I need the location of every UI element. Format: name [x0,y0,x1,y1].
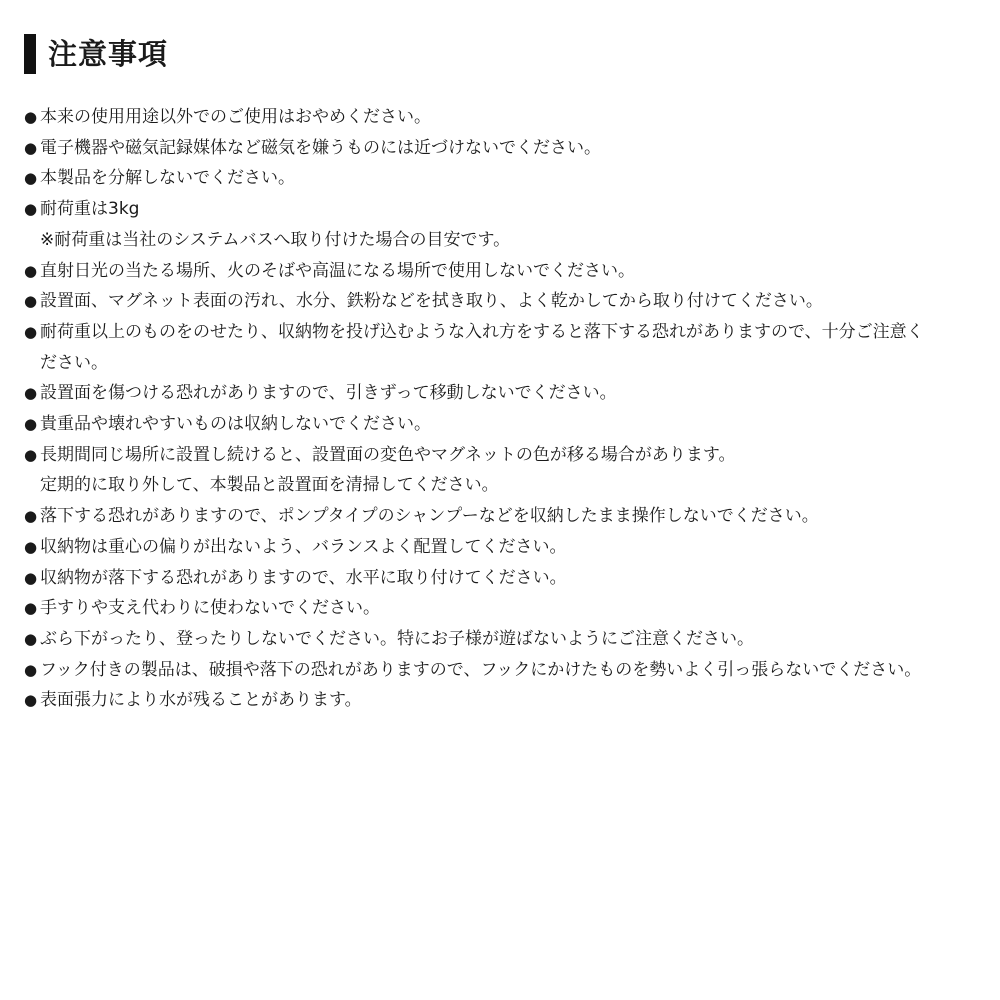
page-heading [24,34,168,74]
precaution-line: 収納物が落下する恐れがありますので、水平に取り付けてください。 [40,567,567,588]
precaution-line: 耐荷重以上のものをのせたり、収納物を投げ込むような入れ方をすると落下する恐れがありますので、十分ご注意く [40,321,924,342]
bullet-icon: ● [24,568,38,587]
bullet-icon: ● [24,261,38,280]
precaution-item [24,163,990,194]
bullet-icon: ● [24,445,38,464]
precaution-text [40,685,362,716]
precaution-item [24,685,990,716]
bullet-icon: ● [24,599,38,618]
precaution-text [40,102,431,133]
precaution-item [24,102,990,133]
heading-accent-bar [24,34,36,74]
precaution-text [40,409,431,440]
precaution-text [40,286,823,317]
precaution-line: 設置面、マグネット表面の汚れ、水分、鉄粉などを拭き取り、よく乾かしてから取り付けてください。 [40,291,823,312]
precaution-item [24,532,990,563]
precaution-text [40,378,617,409]
precaution-line: 直射日光の当たる場所、火のそばや高温になる場所で使用しないでください。 [40,260,635,281]
precaution-text [40,501,819,532]
precaution-item [24,655,990,686]
precaution-line: 貴重品や壊れやすいものは収納しないでください。 [40,414,431,435]
bullet-icon: ● [24,138,38,157]
bullet-icon: ● [24,507,38,526]
precaution-line: 表面張力により水が残ることがあります。 [40,690,362,711]
precaution-item [24,256,990,287]
precaution-continuation-line: ※耐荷重は当社のシステムバスへ取り付けた場合の目安です。 [40,229,511,250]
precaution-line: 本製品を分解しないでください。 [40,168,295,189]
precaution-item [24,378,990,409]
precaution-item [24,409,990,440]
precaution-continuation-line: 定期的に取り外して、本製品と設置面を清掃してください。 [40,475,499,496]
precaution-item [24,440,990,501]
precaution-text [40,317,924,378]
precaution-item [24,501,990,532]
precaution-text [40,563,567,594]
precaution-text [40,655,921,686]
precaution-continuation-line: ださい。 [40,352,108,373]
bullet-icon: ● [24,384,38,403]
bullet-icon: ● [24,629,38,648]
bullet-icon: ● [24,691,38,710]
page-title: 注意事項 [48,37,169,71]
precaution-line: 手すりや支え代わりに使わないでください。 [40,598,380,619]
precaution-text [40,133,601,164]
precaution-line: 長期間同じ場所に設置し続けると、設置面の変色やマグネットの色が移る場合があります。 [40,444,736,465]
bullet-icon: ● [24,292,38,311]
precaution-text [40,256,635,287]
precaution-line: 収納物は重心の偏りが出ないよう、バランスよく配置してください。 [40,536,567,557]
precaution-line: 設置面を傷つける恐れがありますので、引きずって移動しないでください。 [40,383,617,404]
precaution-text [40,532,567,563]
bullet-icon: ● [24,200,38,219]
precaution-item [24,317,990,378]
precaution-item [24,593,990,624]
precaution-line: フック付きの製品は、破損や落下の恐れがありますので、フックにかけたものを勢いよく引っ張らないでください。 [40,659,922,680]
bullet-icon: ● [24,169,38,188]
bullet-icon: ● [24,415,38,434]
precaution-line: 電子機器や磁気記録媒体など磁気を嫌うものには近づけないでください。 [40,137,601,158]
precaution-text [40,440,735,501]
precaution-text [40,624,754,655]
precaution-line: 落下する恐れがありますので、ポンプタイプのシャンプーなどを収納したまま操作しないでください。 [40,506,819,527]
bullet-icon: ● [24,537,38,556]
bullet-icon: ● [24,322,38,341]
precaution-line: ぶら下がったり、登ったりしないでください。特にお子様が遊ばないようにご注意ください。 [40,628,754,649]
precaution-line: 本来の使用用途以外でのご使用はおやめください。 [40,107,431,127]
bullet-icon: ● [24,108,38,126]
precaution-item [24,624,990,655]
bullet-icon: ● [24,660,38,679]
precaution-line: 耐荷重は3kg [40,199,140,220]
precaution-item [24,286,990,317]
precaution-item [24,194,990,255]
precautions-list [24,102,990,716]
precaution-item [24,133,990,164]
precaution-item [24,563,990,594]
precaution-text [40,194,510,255]
precaution-text [40,593,380,624]
precaution-text [40,163,295,194]
